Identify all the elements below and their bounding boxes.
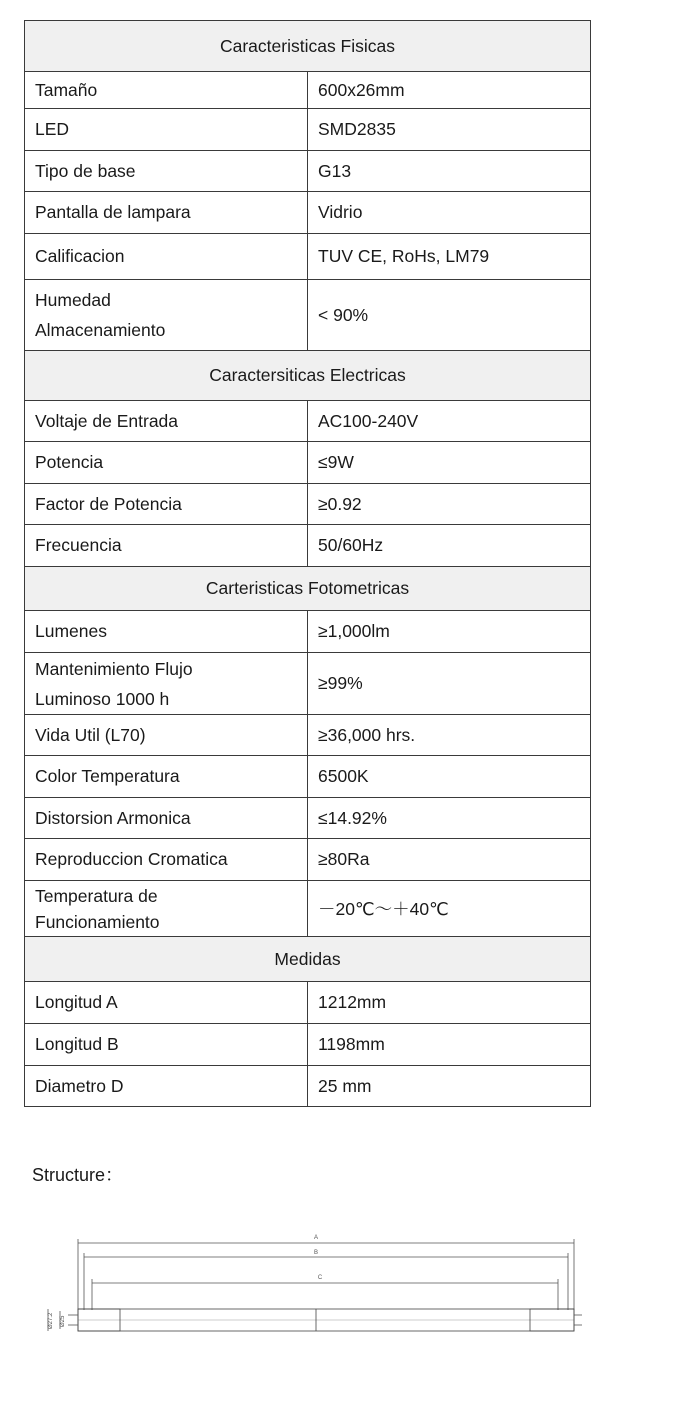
- row-value: ≥36,000 hrs.: [308, 715, 591, 756]
- dimension-label-a: A: [313, 1235, 319, 1241]
- row-value: ≥99%: [308, 653, 591, 715]
- row-label: Distorsion Armonica: [25, 798, 308, 839]
- row-label: Frecuencia: [25, 525, 308, 567]
- table-row: [25, 715, 591, 756]
- row-label: Color Temperatura: [25, 756, 308, 798]
- dimension-label-c: C: [317, 1275, 323, 1281]
- row-value: 1212mm: [308, 982, 591, 1024]
- row-label: Voltaje de Entrada: [25, 401, 308, 442]
- table-row: [25, 982, 591, 1024]
- row-label: Lumenes: [25, 611, 308, 653]
- row-value: 25 mm: [308, 1066, 591, 1107]
- row-label: Longitud A: [25, 982, 308, 1024]
- spec-table: [24, 20, 591, 1107]
- section-header: [25, 21, 591, 72]
- row-label: Pantalla de lampara: [25, 192, 308, 234]
- row-value: ≤14.92%: [308, 798, 591, 839]
- table-row: [25, 280, 591, 351]
- row-label: Diametro D: [25, 1066, 308, 1107]
- row-value: 600x26mm: [308, 72, 591, 109]
- row-label: Tamaño: [25, 72, 308, 109]
- row-label-line: Mantenimiento Flujo: [35, 658, 193, 679]
- row-label: Potencia: [25, 442, 308, 484]
- row-value: Vidrio: [308, 192, 591, 234]
- structure-heading: Structure：: [32, 1165, 124, 1185]
- table-row: [25, 1024, 591, 1066]
- row-label: Tipo de base: [25, 151, 308, 192]
- section-title: Medidas: [25, 937, 591, 982]
- row-value: ≥0.92: [308, 484, 591, 525]
- row-label-line: Funcionamiento: [35, 911, 160, 932]
- table-row: [25, 234, 591, 280]
- row-label-line: Humedad: [35, 290, 111, 310]
- row-value: ≤9W: [308, 442, 591, 484]
- table-row: [25, 756, 591, 798]
- table-row: [25, 442, 591, 484]
- row-label: [25, 653, 308, 715]
- table-row: [25, 839, 591, 881]
- row-value: SMD2835: [308, 109, 591, 151]
- table-row: [25, 72, 591, 109]
- row-value: 1198mm: [308, 1024, 591, 1066]
- row-label: [25, 881, 308, 937]
- row-label: Factor de Potencia: [25, 484, 308, 525]
- section-title: Caracteristicas Fisicas: [25, 21, 591, 72]
- table-row: [25, 1066, 591, 1107]
- table-row: [25, 109, 591, 151]
- tube-structure-diagram: [40, 1225, 585, 1345]
- dimension-label-inner-diameter: Ø25: [60, 1315, 66, 1327]
- section-title: Caractersiticas Electricas: [25, 351, 591, 401]
- section-header: [25, 937, 591, 982]
- section-header: [25, 351, 591, 401]
- table-row: [25, 798, 591, 839]
- row-value: TUV CE, RoHs, LM79: [308, 234, 591, 280]
- table-row: [25, 484, 591, 525]
- row-label: Reproduccion Cromatica: [25, 839, 308, 881]
- table-row: [25, 401, 591, 442]
- table-row: [25, 192, 591, 234]
- dimension-label-b: B: [313, 1250, 319, 1256]
- row-value: ≥80Ra: [308, 839, 591, 881]
- row-label-line: Luminoso 1000 h: [35, 688, 170, 709]
- row-label: Vida Util (L70): [25, 715, 308, 756]
- row-label-line: Almacenamiento: [35, 320, 166, 340]
- row-value: ≥1,000lm: [308, 611, 591, 653]
- table-row: [25, 151, 591, 192]
- section-title: Carteristicas Fotometricas: [25, 567, 591, 611]
- row-value: G13: [308, 151, 591, 192]
- dimension-label-outer-diameter: Ø27.2: [48, 1312, 54, 1329]
- row-value: < 90%: [308, 280, 591, 351]
- row-label: LED: [25, 109, 308, 151]
- row-label: Calificacion: [25, 234, 308, 280]
- row-label: Longitud B: [25, 1024, 308, 1066]
- row-value: 50/60Hz: [308, 525, 591, 567]
- row-label: [25, 280, 308, 351]
- row-value: 6500K: [308, 756, 591, 798]
- row-value: AC100-240V: [308, 401, 591, 442]
- table-row: [25, 881, 591, 937]
- row-value: －20℃～＋40℃: [308, 881, 591, 937]
- section-header: [25, 567, 591, 611]
- table-row: [25, 611, 591, 653]
- row-label-line: Temperatura de: [35, 885, 158, 906]
- table-row: [25, 525, 591, 567]
- table-row: [25, 653, 591, 715]
